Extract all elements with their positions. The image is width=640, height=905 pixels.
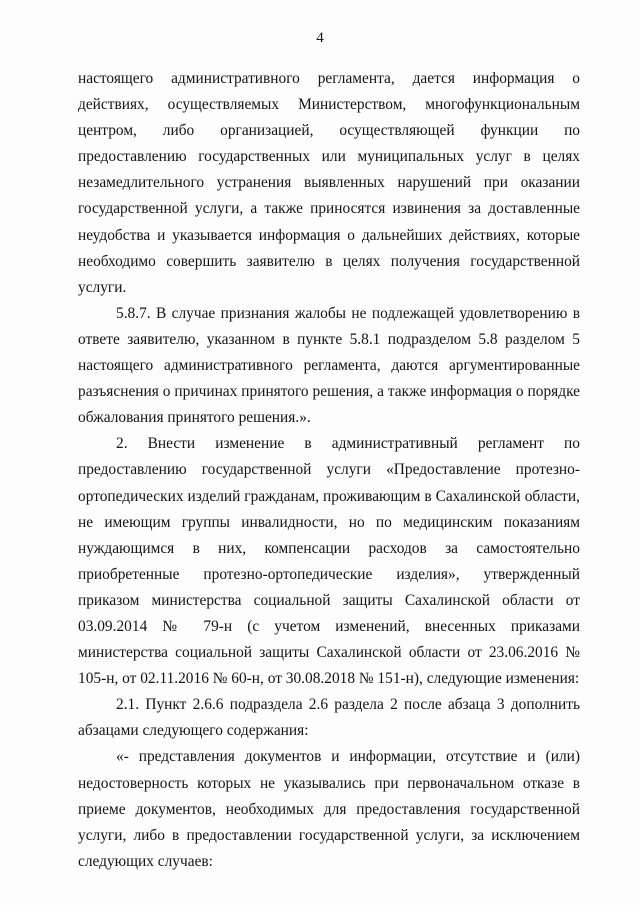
body-text [78,66,580,875]
paragraph-item-2: 2. Внести изменение в административный регламент по предоставлению государственной услуги «Предоставление протезно-ортопедических изделий гражданам, проживающим в Сахалинской области, не имеющим группы инвалидности, но по медицинским показаниям нуждающимся в них, компенсации расходов за самостоятельно приобретенные протезно-ортопедические изделия», утвержденный приказом министерства социальной защиты Сахалинской области от 03.09.2014 № 79-н (с учетом изменений, внесенных приказами министерства социальной защиты Сахалинской области от 23.06.2016 № 105-н, от 02.11.2016 № 60-н, от 30.08.2018 № 151-н), следующие изменения: [78,435,580,688]
paragraph-item-2-1: 2.1. Пункт 2.6.6 подраздела 2.6 раздела 2 после абзаца 3 дополнить абзацами следующего содержания: [78,696,580,740]
paragraph-continuation: настоящего административного регламента, дается информация о действиях, осуществляемых Министерством, многофункциональным центром, либо организацией, осуществляющей функции по предоставлению государственных или муниципальных услуг в целях незамедлительного устранения выявленных нарушений при оказании государственной услуги, а также приносятся извинения за доставленные неудобства и указывается информация о дальнейших действиях, которые необходимо совершить заявителю в целях получения государственной услуги. [78,70,580,296]
paragraph-quoted-addition: «- представления документов и информации, отсутствие и (или) недостоверность которых не указывались при первоначальном отказе в приеме документов, необходимых для предоставления государственной услуги, либо в предоставлении государственной услуги, за исключением следующих случаев: [78,748,580,870]
page-number: 4 [316,30,324,46]
paragraph-5-8-7: 5.8.7. В случае признания жалобы не подлежащей удовлетворению в ответе заявителю, указанном в пункте 5.8.1 подразделом 5.8 разделом 5 настоящего административного регламента, даются аргументированные разъяснения о причинах принятого решения, а также информация о порядке обжалования принятого решения.». [78,304,580,427]
